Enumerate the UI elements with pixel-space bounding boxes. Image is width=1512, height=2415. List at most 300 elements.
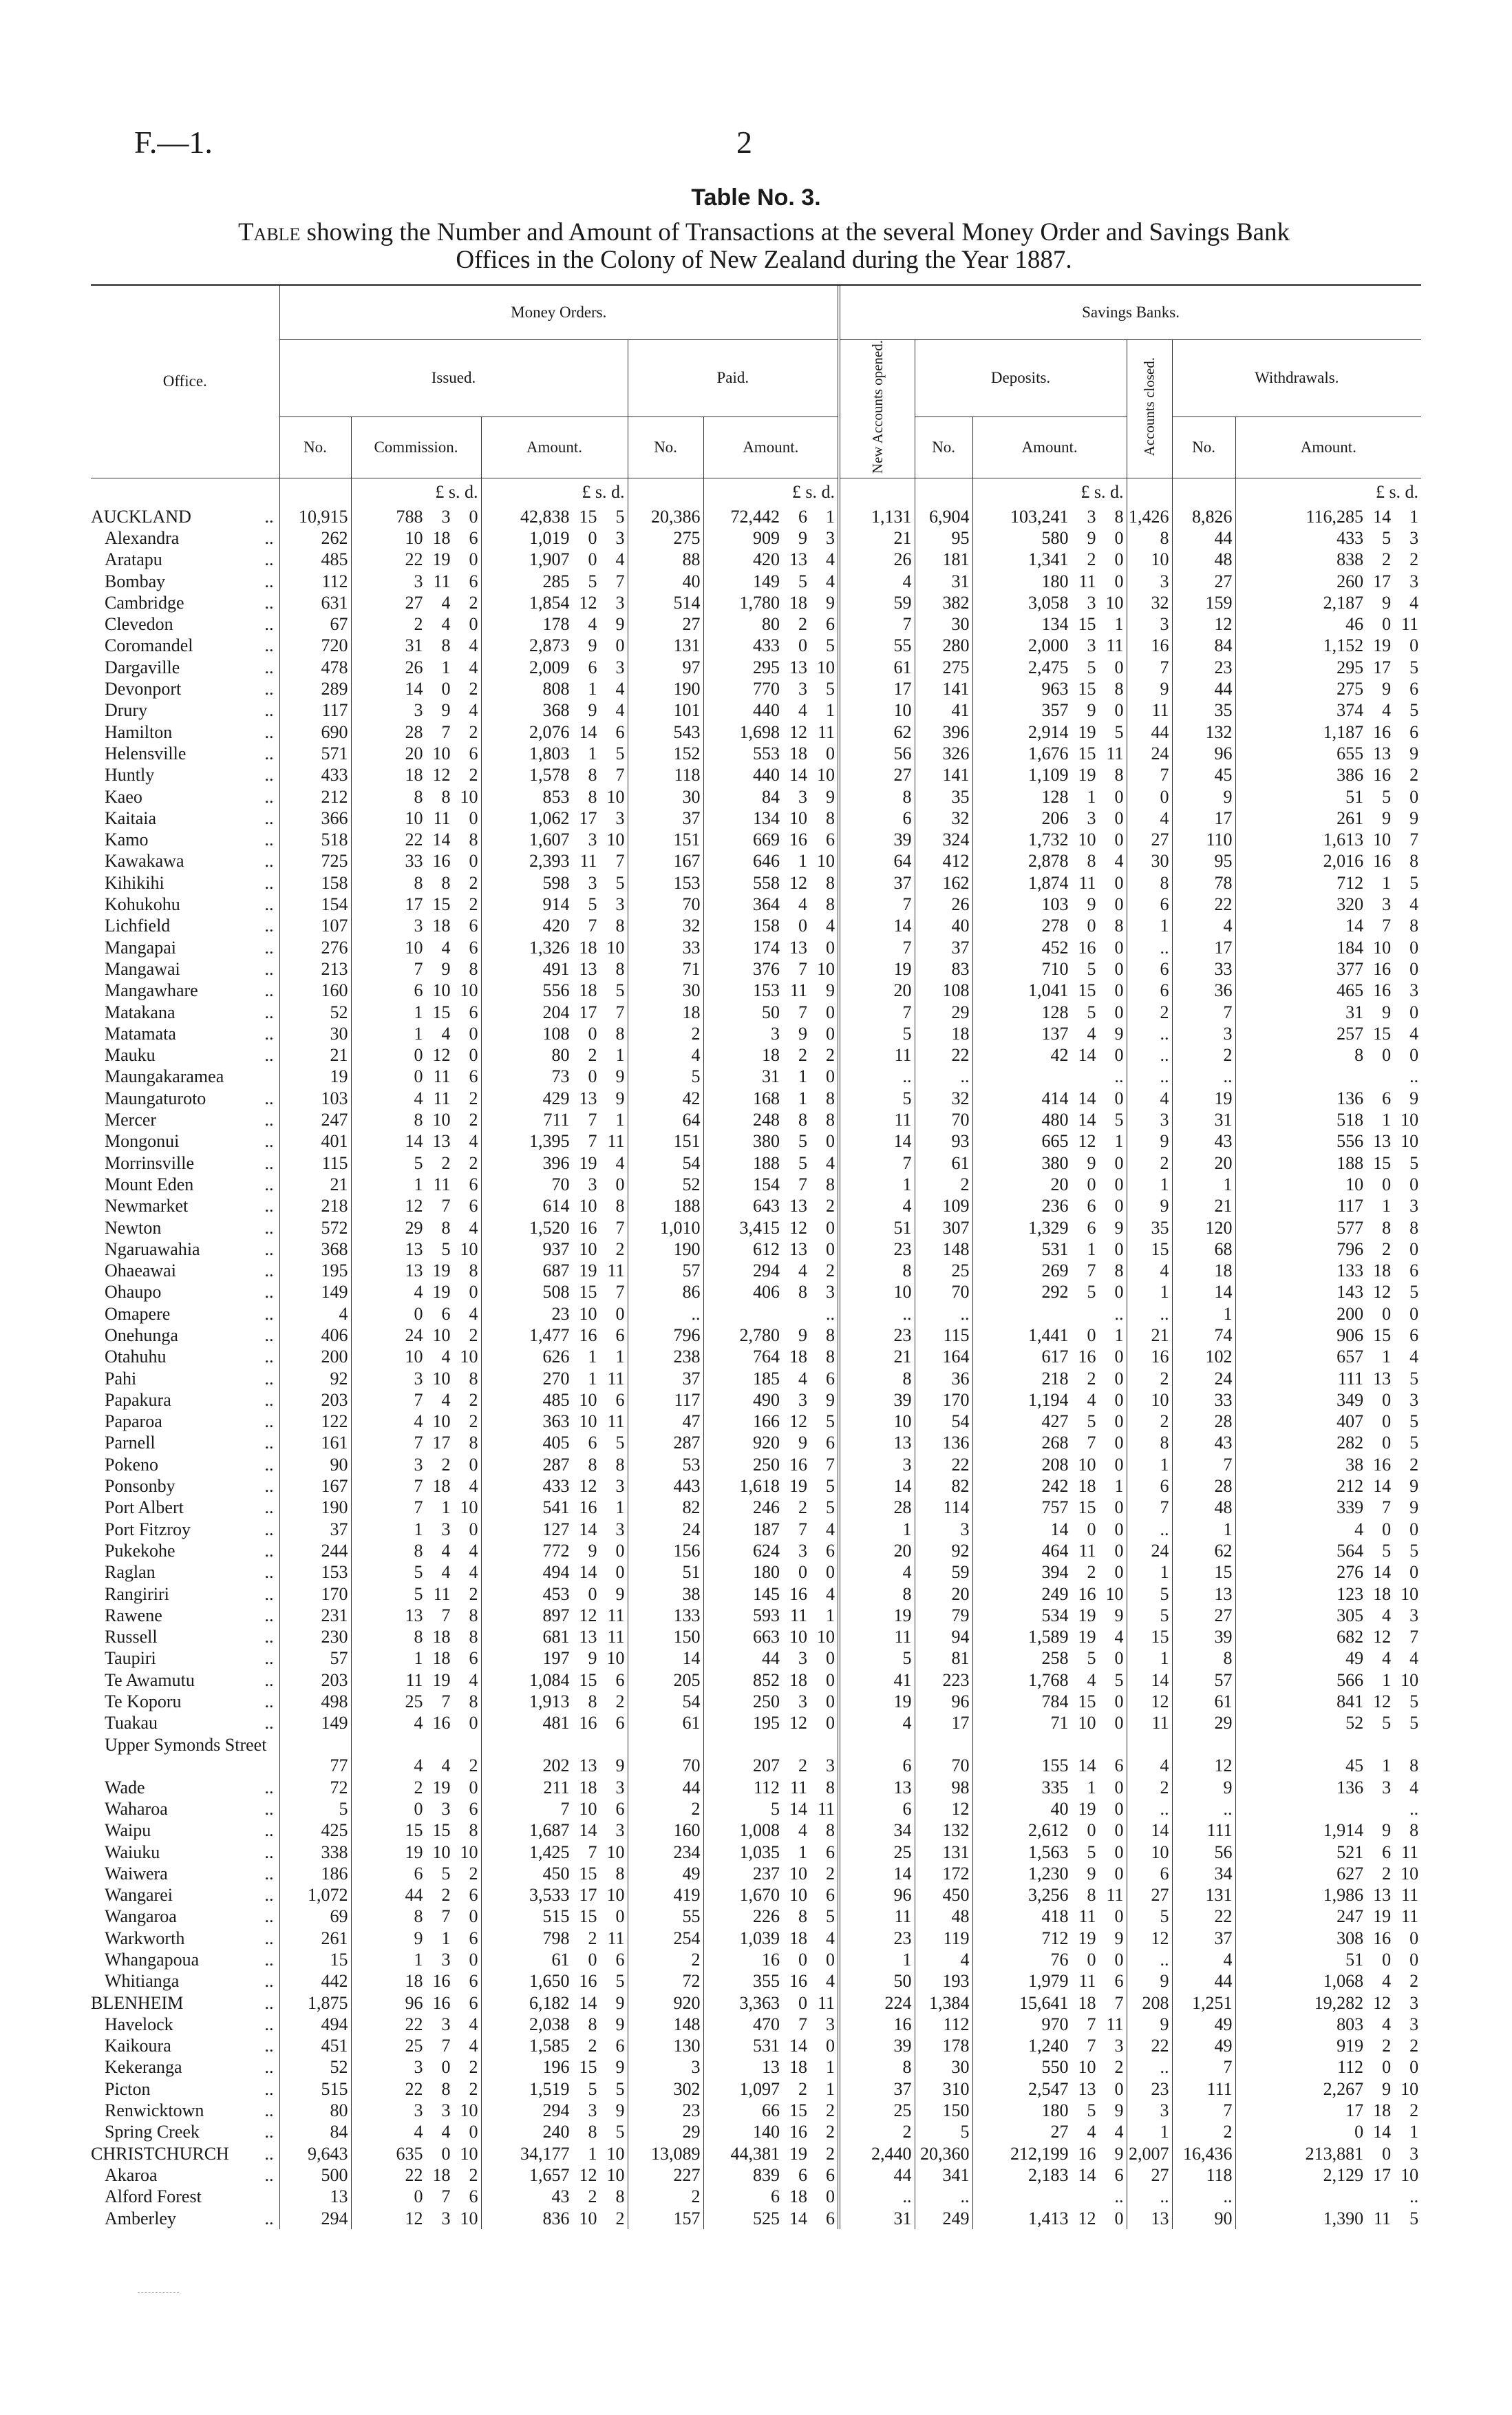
dot-leader: ..	[264, 1842, 274, 1862]
cell-issued-no: 212	[279, 786, 351, 808]
cell-commission	[351, 2164, 481, 2186]
shillings: 15	[579, 1669, 597, 1690]
cell-issued-no: 161	[279, 1432, 351, 1453]
cell-issued-no: 289	[279, 678, 351, 699]
cell-accounts-closed: ..	[1127, 1066, 1172, 1087]
cell-issued-amount	[481, 915, 628, 936]
shillings: 5	[1087, 2100, 1096, 2121]
shillings: 15	[1078, 614, 1096, 635]
shillings: 3	[1382, 1777, 1392, 1797]
shillings: 16	[789, 1454, 808, 1475]
cell-issued-no: 103	[279, 1088, 351, 1109]
table-row	[91, 1411, 1421, 1432]
pounds: 712	[1337, 872, 1364, 893]
pence: 8	[826, 1347, 835, 1367]
cell-issued-no: 366	[279, 808, 351, 829]
office-name: Renwicktown	[105, 2100, 204, 2121]
office-name: Omapere	[105, 1303, 171, 1324]
pence: 6	[826, 614, 835, 635]
shillings: 4	[1087, 1389, 1096, 1410]
cell-deposits-no: 141	[915, 764, 972, 785]
shillings: 17	[1373, 657, 1392, 677]
pounds: 1,874	[1028, 872, 1069, 893]
cell-withdrawals-no: 57	[1172, 1669, 1235, 1691]
pence: 11	[607, 1627, 625, 1647]
pence: 5	[1114, 1110, 1124, 1130]
pounds: 140	[753, 2122, 780, 2142]
shillings: 16	[1373, 721, 1392, 742]
dot-leader: ..	[264, 1196, 274, 1216]
pounds: 577	[1337, 1217, 1364, 1238]
pence: 2	[1409, 1971, 1419, 1992]
pence: 0	[1114, 1152, 1124, 1173]
pounds: 784	[1041, 1691, 1069, 1712]
cell-withdrawals-amount	[1235, 2100, 1421, 2121]
cell-commission	[351, 1130, 481, 1152]
pounds: 852	[753, 1669, 780, 1690]
shillings: 15	[579, 1863, 597, 1884]
shillings: 0	[798, 916, 808, 936]
shillings: 10	[432, 1368, 451, 1389]
page-number: 2	[736, 125, 752, 160]
office-name: Pukekohe	[105, 1540, 175, 1561]
cell-paid-amount	[703, 808, 839, 829]
table-row	[91, 1002, 1421, 1023]
cell-paid-amount	[703, 1432, 839, 1453]
cell-withdrawals-amount	[1235, 743, 1421, 764]
dot-leader: ..	[264, 1777, 274, 1797]
cell-paid-amount	[703, 1368, 839, 1389]
pence: 0	[1114, 1497, 1124, 1518]
pence: 0	[1114, 808, 1124, 828]
cell-accounts-closed: 14	[1127, 1669, 1172, 1691]
cell-withdrawals-amount	[1235, 850, 1421, 872]
dot-leader: ..	[264, 1519, 274, 1539]
pence: 8	[469, 1368, 478, 1389]
pounds: 1,613	[1323, 830, 1364, 850]
shillings: 18	[1373, 2100, 1392, 2121]
dot-leader: ..	[264, 830, 274, 850]
pence: 10	[606, 937, 625, 958]
dot-leader: ..	[264, 1971, 274, 1992]
cell-issued-no: 230	[279, 1626, 351, 1647]
cell-new-accounts: 27	[839, 764, 915, 785]
cell-commission	[351, 1411, 481, 1432]
shillings: 19	[789, 1476, 808, 1497]
cell-accounts-closed: 7	[1127, 1497, 1172, 1518]
cell-issued-no: 154	[279, 894, 351, 915]
office-name: Mongonui	[105, 1131, 180, 1152]
pounds: 2	[414, 614, 423, 635]
pence: 5	[1409, 1282, 1419, 1303]
cell-accounts-closed: 3	[1127, 2100, 1172, 2121]
shillings: 10	[432, 980, 451, 1001]
cell-accounts-closed: 9	[1127, 678, 1172, 699]
shillings: 15	[1078, 743, 1096, 763]
pence: 7	[615, 1002, 625, 1022]
pence: 0	[1114, 1648, 1124, 1669]
shillings: 4	[588, 614, 597, 635]
pence: 8	[826, 1325, 835, 1345]
office-name: Mangawhare	[105, 980, 198, 1001]
shillings: 19	[432, 1261, 451, 1281]
pence: 2	[1409, 549, 1419, 570]
cell-commission	[351, 1669, 481, 1691]
cell-new-accounts: 7	[839, 937, 915, 958]
cell-issued-no: 200	[279, 1346, 351, 1367]
office-name: Port Fitzroy	[105, 1519, 191, 1539]
pounds: 614	[542, 1196, 570, 1216]
pounds: 180	[1041, 2100, 1069, 2121]
pence: 5	[1409, 1411, 1419, 1432]
table-row	[91, 958, 1421, 980]
cell-deposits-amount	[972, 1928, 1127, 1949]
office-name: Bombay	[105, 571, 166, 591]
cell-accounts-closed: 10	[1127, 549, 1172, 570]
pence: 0	[1114, 872, 1124, 893]
pence: 8	[826, 1820, 835, 1841]
pounds: 66	[762, 2100, 780, 2121]
cell-paid-no: 2	[628, 2186, 703, 2207]
cell-accounts-closed: 7	[1127, 657, 1172, 678]
cell-paid-amount	[703, 1130, 839, 1152]
cell-office	[91, 1777, 279, 1798]
pence: 10	[460, 1842, 478, 1862]
pence: 4	[1409, 592, 1419, 613]
cell-paid-amount	[703, 1820, 839, 1841]
cell-deposits-no: 37	[915, 937, 972, 958]
cell-office	[91, 1561, 279, 1583]
cell-issued-no: 406	[279, 1325, 351, 1346]
office-name: Mauku	[105, 1045, 156, 1066]
dot-leader: ..	[264, 1002, 274, 1022]
pounds: 770	[753, 679, 780, 699]
dot-leader: ..	[264, 1583, 274, 1604]
shillings: 10	[1373, 830, 1392, 850]
shillings: 4	[1382, 1605, 1392, 1625]
cell-withdrawals-no: 102	[1172, 1346, 1235, 1367]
cell-deposits-no: 83	[915, 958, 972, 980]
pence: 11	[1106, 635, 1124, 656]
shillings: 9	[1382, 1820, 1392, 1841]
cell-paid-no: 49	[628, 1863, 703, 1884]
pounds: 643	[753, 1196, 780, 1216]
cell-commission	[351, 764, 481, 785]
cell-issued-amount	[481, 2100, 628, 2121]
cell-commission	[351, 829, 481, 850]
pence: 8	[1114, 916, 1124, 936]
shillings: 2	[441, 1152, 451, 1173]
cell-paid-amount	[703, 1325, 839, 1346]
cell-new-accounts: 224	[839, 1992, 915, 2014]
pence: 8	[826, 872, 835, 893]
cell-paid-amount	[703, 2121, 839, 2142]
pence: 9	[615, 2057, 625, 2078]
pounds: 2,009	[529, 657, 570, 677]
pence: 8	[1409, 1755, 1419, 1776]
cell-deposits-amount	[972, 872, 1127, 894]
pounds: 196	[542, 2057, 570, 2078]
pence: 5	[1409, 872, 1419, 893]
pence: 0	[469, 1282, 478, 1303]
cell-deposits-no: 96	[915, 1691, 972, 1712]
pence: 11	[1106, 2014, 1124, 2034]
cell-deposits-no: 382	[915, 592, 972, 613]
cell-withdrawals-no: 95	[1172, 850, 1235, 872]
pence: 4	[615, 1152, 625, 1173]
pence: 6	[469, 1002, 478, 1022]
pence: 0	[1114, 1820, 1124, 1841]
cell-new-accounts: 61	[839, 657, 915, 678]
cell-paid-amount	[703, 613, 839, 635]
cell-accounts-closed: 13	[1127, 2208, 1172, 2229]
dot-leader: ..	[264, 1820, 274, 1841]
cell-withdrawals-amount	[1235, 571, 1421, 592]
pounds: 133	[1337, 1261, 1364, 1281]
cell-issued-amount	[481, 1303, 628, 1325]
pence: 0	[615, 1174, 625, 1194]
pounds: 1,914	[1323, 1820, 1364, 1841]
shillings: 10	[579, 2208, 597, 2228]
shillings: 10	[432, 1842, 451, 1862]
pounds: 1	[414, 1023, 423, 1044]
pence: 2	[469, 1325, 478, 1345]
shillings: 8	[1087, 1885, 1096, 1906]
pounds: 84	[762, 786, 780, 807]
cell-office	[91, 1152, 279, 1174]
shillings: 7	[441, 721, 451, 742]
office-name: Kohukohu	[105, 894, 180, 915]
cell-commission	[351, 1842, 481, 1863]
shillings: 8	[588, 1691, 597, 1712]
pounds: 208	[1041, 1454, 1069, 1475]
cell-office	[91, 2143, 279, 2164]
cell-accounts-closed: 8	[1127, 1432, 1172, 1453]
shillings: 17	[432, 1433, 451, 1453]
table-row	[91, 1605, 1421, 1626]
shillings: 1	[588, 1347, 597, 1367]
cell-office	[91, 1475, 279, 1497]
cell-new-accounts: 26	[839, 549, 915, 570]
office-name: Maungakaramea	[105, 1066, 224, 1087]
cell-accounts-closed: 8	[1127, 872, 1172, 894]
pounds: 260	[1337, 571, 1364, 591]
cell-withdrawals-amount	[1235, 721, 1421, 743]
cell-deposits-no: 249	[915, 2208, 972, 2229]
pence: 2	[469, 765, 478, 785]
shillings: 9	[1087, 1863, 1096, 1884]
cell-withdrawals-amount	[1235, 1281, 1421, 1303]
shillings: 2	[1087, 1368, 1096, 1389]
pounds: 380	[1041, 1152, 1069, 1173]
pounds: 166	[753, 1411, 780, 1432]
pence: 1	[826, 2057, 835, 2078]
cell-commission	[351, 678, 481, 699]
pence: 6	[615, 1389, 625, 1410]
pounds: 246	[753, 1497, 780, 1518]
office-name: Pahi	[105, 1368, 137, 1389]
cell-withdrawals-amount	[1235, 1130, 1421, 1152]
shillings: 8	[588, 2122, 597, 2142]
cell-new-accounts: 41	[839, 1669, 915, 1691]
shillings: 16	[789, 2122, 808, 2142]
pence: 5	[615, 506, 625, 527]
cell-commission	[351, 1605, 481, 1626]
office-name: Spring Creek	[105, 2122, 200, 2142]
pence: 4	[469, 1669, 478, 1690]
pounds: 236	[1041, 1196, 1069, 1216]
pence: 0	[1114, 1282, 1124, 1303]
dot-leader: ..	[264, 786, 274, 807]
cell-withdrawals-amount	[1235, 872, 1421, 894]
pence: 8	[615, 1863, 625, 1884]
dot-leader: ..	[264, 937, 274, 958]
dot-leader: ..	[264, 635, 274, 656]
pounds: 12	[405, 1196, 423, 1216]
pence: 3	[826, 2014, 835, 2034]
cell-new-accounts: 7	[839, 613, 915, 635]
pounds: 1,395	[529, 1131, 570, 1152]
table-row	[91, 527, 1421, 549]
shillings: 11	[1078, 872, 1096, 893]
dot-leader: ..	[264, 1906, 274, 1927]
pence: 6	[469, 1928, 478, 1948]
cell-new-accounts: 8	[839, 1260, 915, 1281]
shillings: 19	[1373, 1906, 1392, 1927]
cell-issued-amount	[481, 1691, 628, 1712]
cell-withdrawals-no: 4	[1172, 1949, 1235, 1970]
cell-new-accounts: 5	[839, 1647, 915, 1669]
pounds: 268	[1041, 1433, 1069, 1453]
pounds: 556	[542, 980, 570, 1001]
pence: 9	[615, 1755, 625, 1776]
cell-paid-amount	[703, 1217, 839, 1238]
cell-office	[91, 1992, 279, 2014]
pounds: 15	[405, 1820, 423, 1841]
cell-issued-amount	[481, 1152, 628, 1174]
shillings: 2	[798, 2078, 808, 2099]
cell-paid-amount	[703, 1088, 839, 1109]
office-name: Papakura	[105, 1389, 171, 1410]
cell-issued-amount	[481, 592, 628, 613]
shillings: 18	[789, 2186, 808, 2207]
shillings: 1	[1382, 1669, 1392, 1690]
cell-deposits-no: 31	[915, 571, 972, 592]
pence: 5	[615, 1971, 625, 1992]
shillings: 14	[579, 1992, 597, 2013]
pounds: 521	[1337, 1842, 1364, 1862]
cell-accounts-closed: 44	[1127, 721, 1172, 743]
shillings: 19	[1078, 721, 1096, 742]
shillings: 19	[1078, 765, 1096, 785]
pence: 2	[826, 1261, 835, 1281]
header-issued-amount: Amount.	[481, 416, 628, 478]
pence: 10	[460, 2208, 478, 2228]
cell-deposits-no: 341	[915, 2164, 972, 2186]
pence: 4	[469, 1217, 478, 1238]
pounds: 18	[762, 1045, 780, 1066]
cell-withdrawals-amount: ..	[1235, 2186, 1421, 2207]
table-row	[91, 2208, 1421, 2229]
shillings: 16	[1078, 2143, 1096, 2164]
shillings: 11	[433, 571, 451, 591]
pounds: 96	[405, 1992, 423, 2013]
cell-office	[91, 1325, 279, 1346]
cell-issued-amount	[481, 1325, 628, 1346]
cell-accounts-closed: ..	[1127, 1044, 1172, 1066]
pounds: 909	[753, 528, 780, 548]
pence: 11	[607, 1928, 625, 1948]
pence: 11	[1401, 1842, 1419, 1862]
pence: 5	[615, 743, 625, 763]
shillings: 1	[588, 743, 597, 763]
pence: 1	[826, 1605, 835, 1625]
shillings: 1	[1087, 1777, 1096, 1797]
cell-new-accounts: 10	[839, 699, 915, 721]
cell-withdrawals-no: 120	[1172, 1217, 1235, 1238]
pounds: 1,084	[529, 1669, 570, 1690]
cell-paid-amount	[703, 1605, 839, 1626]
cell-accounts-closed: 208	[1127, 1992, 1172, 2014]
pence: 11	[607, 1368, 625, 1389]
shillings: 0	[1382, 1433, 1392, 1453]
dot-leader: ..	[264, 657, 274, 677]
cell-new-accounts: 7	[839, 894, 915, 915]
dot-leader: ..	[264, 808, 274, 828]
pence: 10	[817, 1627, 835, 1647]
shillings: 4	[798, 1261, 808, 1281]
cell-deposits-no: 26	[915, 894, 972, 915]
pence: 5	[1409, 700, 1419, 721]
cell-issued-amount	[481, 1174, 628, 1195]
cell-paid-no: 419	[628, 1884, 703, 1906]
pounds: 25	[405, 1691, 423, 1712]
pounds: 3,533	[529, 1885, 570, 1906]
table-row	[91, 1626, 1421, 1647]
cell-new-accounts: 23	[839, 1325, 915, 1346]
cell-deposits-no: 18	[915, 1023, 972, 1044]
cell-issued-amount	[481, 506, 628, 527]
cell-commission	[351, 2121, 481, 2142]
pence: 0	[826, 1217, 835, 1238]
pounds: 470	[753, 2014, 780, 2034]
table-row	[91, 1217, 1421, 1238]
pounds: 841	[1337, 1691, 1364, 1712]
cell-new-accounts: 5	[839, 1023, 915, 1044]
table-row	[91, 1561, 1421, 1583]
cell-paid-no: 47	[628, 1411, 703, 1432]
cell-commission	[351, 2186, 481, 2207]
cell-office	[91, 1109, 279, 1130]
table-row	[91, 1044, 1421, 1066]
pounds: 368	[542, 700, 570, 721]
cell-withdrawals-no: 17	[1172, 808, 1235, 829]
shillings: 16	[579, 1497, 597, 1518]
pounds: 112	[1337, 2057, 1364, 2078]
pence: 0	[1114, 1002, 1124, 1022]
pence: 6	[1409, 679, 1419, 699]
pence: 2	[469, 1110, 478, 1130]
shillings: 10	[1078, 2057, 1096, 2078]
shillings: 5	[441, 1863, 451, 1884]
cell-new-accounts: 21	[839, 527, 915, 549]
cell-issued-no: 500	[279, 2164, 351, 2186]
pence: 4	[469, 1303, 478, 1324]
pounds: 27	[1050, 2122, 1069, 2142]
table-row	[91, 808, 1421, 829]
shillings: 13	[1373, 743, 1392, 763]
cell-deposits-amount	[972, 937, 1127, 958]
